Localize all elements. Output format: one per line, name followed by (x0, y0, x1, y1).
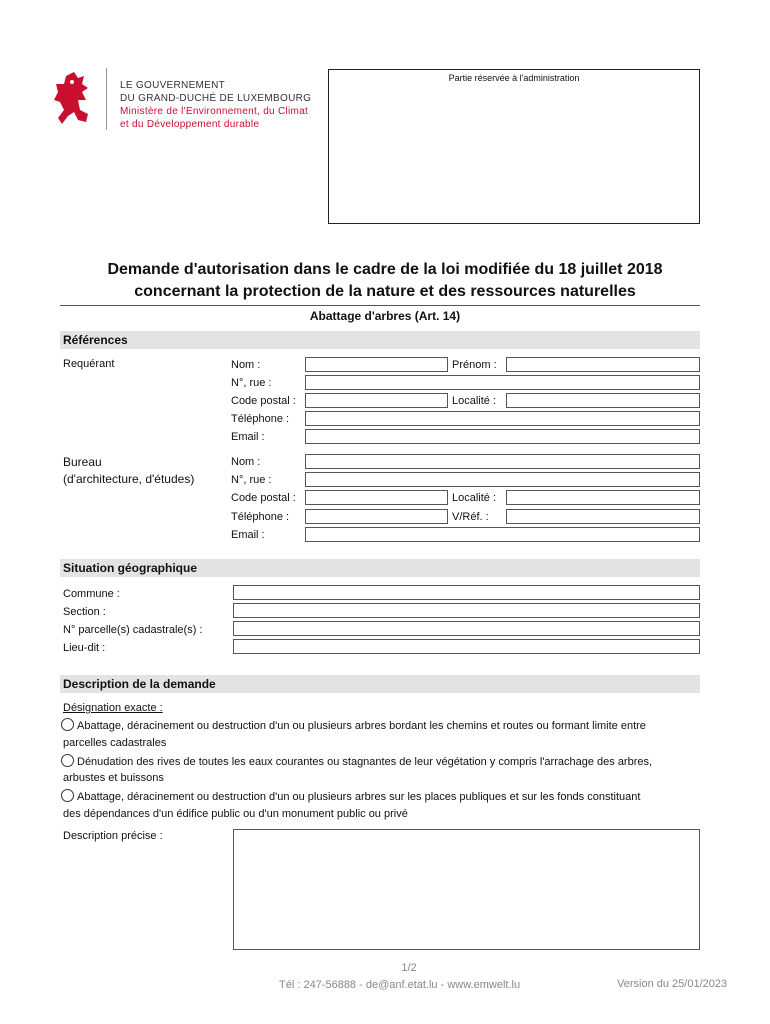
option3[interactable] (61, 789, 640, 804)
section-description: Description de la demande (60, 675, 700, 693)
ministry-line1: Ministère de l'Environnement, du Climat (120, 106, 309, 117)
logo-divider (106, 68, 107, 130)
bur-nom-label: Nom : (231, 456, 261, 468)
option2-radio[interactable] (61, 754, 74, 767)
option3-text-a: Abattage, déracinement ou destruction d'un ou plusieurs arbres sur les places publiques et sur les fonds constituant (77, 791, 641, 803)
option3-text-b: des dépendances d'un édifice public ou d'un monument public ou privé (63, 808, 408, 820)
option3-radio[interactable] (61, 789, 74, 802)
ministry-line2: et du Développement durable (120, 119, 260, 130)
bureau-label: Bureau (63, 455, 102, 469)
option2[interactable] (61, 754, 652, 769)
logo-lion-icon (52, 70, 96, 126)
title-underline (60, 305, 700, 306)
req-email-label: Email : (231, 431, 265, 443)
req-prenom-label: Prénom : (452, 359, 497, 371)
bur-localite-label: Localité : (452, 492, 497, 504)
page-title-line2: concernant la protection de la nature et des ressources naturelles (134, 283, 636, 300)
req-nom-input[interactable] (305, 357, 448, 372)
lieu-dit-input[interactable] (233, 639, 700, 654)
footer-version: Version du 25/01/2023 (617, 978, 728, 990)
bur-nom-input[interactable] (305, 454, 700, 469)
bur-vref-input[interactable] (506, 509, 700, 524)
commune-label: Commune : (63, 588, 120, 600)
footer-contact: Tél : 247-56888 - de@anf.etat.lu - www.emwelt.lu (279, 979, 521, 991)
option1-radio[interactable] (61, 718, 74, 731)
admin-reserved-label: Partie réservée à l'administration (448, 73, 580, 83)
admin-reserved-box (328, 69, 700, 224)
bur-vref-label: V/Réf. : (452, 511, 489, 523)
section-input[interactable] (233, 603, 700, 618)
gov-line1: LE GOUVERNEMENT (120, 80, 226, 91)
req-prenom-input[interactable] (506, 357, 700, 372)
req-localite-label: Localité : (452, 395, 497, 407)
req-localite-input[interactable] (506, 393, 700, 408)
parcelles-input[interactable] (233, 621, 700, 636)
lieu-dit-label: Lieu-dit : (63, 642, 106, 654)
bur-email-label: Email : (231, 529, 265, 541)
precise-textarea[interactable] (233, 829, 700, 950)
req-rue-input[interactable] (305, 375, 700, 390)
option2-text-b: arbustes et buissons (63, 772, 164, 784)
bur-tel-label: Téléphone : (231, 511, 290, 523)
designation-label: Désignation exacte : (63, 702, 163, 714)
option1-text-b: parcelles cadastrales (63, 737, 167, 749)
option1[interactable] (61, 718, 646, 733)
parcelles-label: N° parcelle(s) cadastrale(s) : (63, 624, 203, 636)
bur-rue-input[interactable] (305, 472, 700, 487)
section-label: Section : (63, 606, 106, 618)
requerant-label: Requérant (63, 358, 115, 370)
page-title-line1: Demande d'autorisation dans le cadre de la loi modifiée du 18 juillet 2018 (107, 261, 663, 278)
section-references: Références (60, 331, 700, 349)
option1-text-a: Abattage, déracinement ou destruction d'un ou plusieurs arbres bordant les chemins et routes ou formant limite entre (77, 720, 646, 732)
bur-localite-input[interactable] (506, 490, 700, 505)
bureau-sublabel: (d'architecture, d'études) (63, 472, 195, 486)
bur-email-input[interactable] (305, 527, 700, 542)
req-cp-label: Code postal : (231, 395, 296, 407)
gov-line2: DU GRAND-DUCHÉ DE LUXEMBOURG (120, 93, 312, 104)
bur-cp-label: Code postal : (231, 492, 296, 504)
precise-label: Description précise : (63, 830, 163, 842)
government-name (120, 79, 311, 131)
req-tel-label: Téléphone : (231, 413, 290, 425)
req-cp-input[interactable] (305, 393, 448, 408)
req-nom-label: Nom : (231, 359, 261, 371)
option2-text-a: Dénudation des rives de toutes les eaux courantes ou stagnantes de leur végétation y compris l'arrachage des arbres, (77, 756, 653, 768)
req-rue-label: N°, rue : (231, 377, 272, 389)
req-tel-input[interactable] (305, 411, 700, 426)
bur-cp-input[interactable] (305, 490, 448, 505)
section-situation: Situation géographique (60, 559, 700, 577)
bur-rue-label: N°, rue : (231, 474, 272, 486)
bur-tel-input[interactable] (305, 509, 448, 524)
page-subtitle: Abattage d'arbres (Art. 14) (309, 309, 461, 323)
commune-input[interactable] (233, 585, 700, 600)
page-number: 1/2 (401, 962, 417, 974)
req-email-input[interactable] (305, 429, 700, 444)
